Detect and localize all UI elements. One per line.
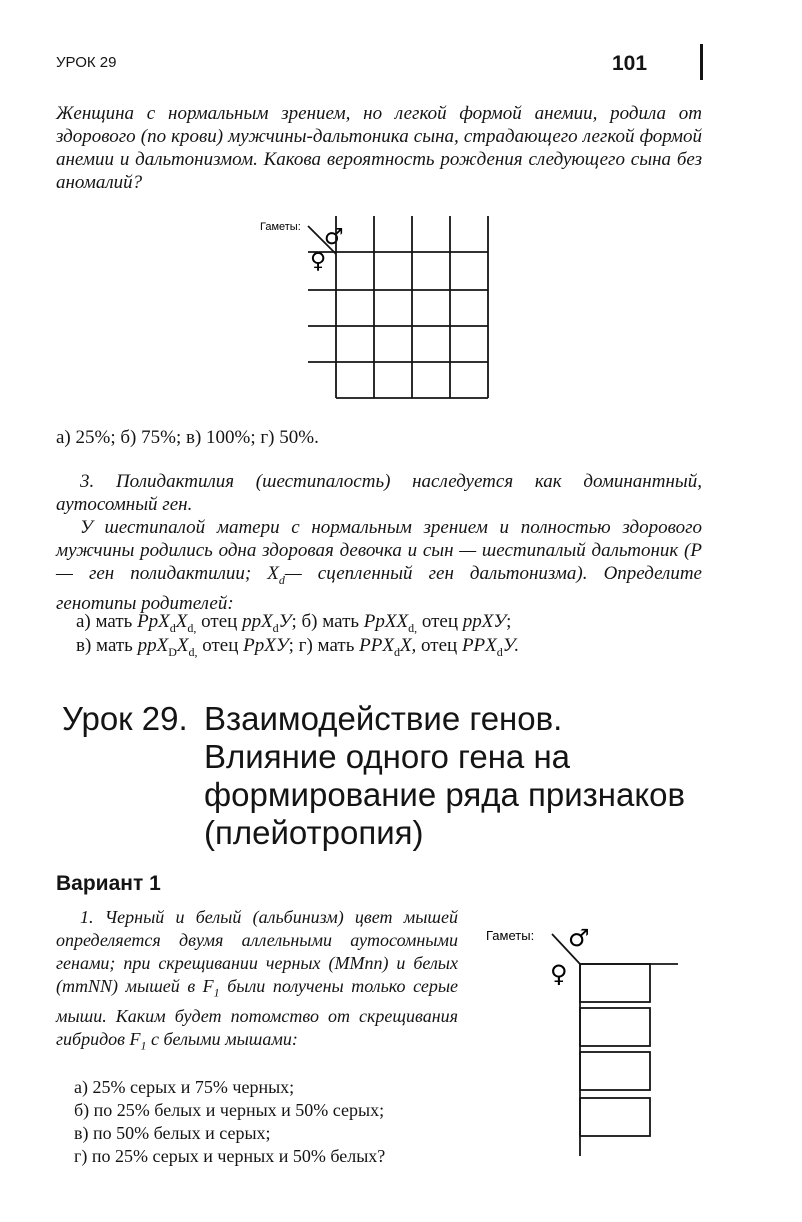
lesson-title-line: Влияние одного гена на <box>204 738 571 775</box>
variant-option-c: в) по 50% белых и серых; <box>74 1123 271 1143</box>
lesson-title-lines <box>204 700 685 852</box>
grid1-gametes-label: Гаметы: <box>260 221 301 233</box>
page-number: 101 <box>612 52 648 75</box>
task3-body: У шестипалой матери с нормальным зрением и полностью здорового мужчины родились одна здоровая девочка и сын — шестипалый дальтоник (Р — ген полидактилии; $X_d—$ сцепленный ген дальтонизма). Определите генотипы родителей: <box>56 517 702 614</box>
running-head: УРОК 29 <box>56 54 117 71</box>
grid2-gametes-label: Гаметы: <box>486 928 535 943</box>
lesson-title-line: формирование ряда признаков <box>204 776 686 813</box>
lesson-title-line: (плейотропия) <box>204 814 424 851</box>
grid1-female-icon: ♀ <box>310 249 327 274</box>
task-anemia-answers: а) 25%; б) 75%; в) 100%; г) 50%. <box>56 427 319 448</box>
lesson-label: Урок 29. <box>62 700 188 737</box>
grid2-female-icon: ♀ <box>550 960 568 988</box>
punnett-grid-2 <box>482 912 702 1162</box>
task3-options-line-1: а) мать $PpX_dX_{d,}$ отец ppX$_d$У; б) мать PpXX$_{d,}$ отец ppXУ; <box>76 611 512 635</box>
header-rule <box>700 44 703 80</box>
variant-heading: Вариант 1 <box>56 872 161 895</box>
grid1-male-icon: ♂ <box>324 225 344 250</box>
grid2-male-icon: ♂ <box>568 924 590 952</box>
task-anemia-text: Женщина с нормальным зрением, но легкой формой анемии, родила от здорового (по крови) мужчины-дальтоника сына, страдающего легкой формой анемии и дальтонизмом. Какова вероятность рождения следующего сына без аномалий? <box>56 103 702 193</box>
variant-option-d: г) по 25% серых и черных и 50% белых? <box>74 1146 386 1166</box>
variant-option-a: а) 25% серых и 75% черных; <box>74 1077 295 1097</box>
task3-intro: 3. Полидактилия (шестипалость) наследуется как доминантный, аутосомный ген. <box>56 471 702 515</box>
variant-task1-text: 1. Черный и белый (альбинизм) цвет мышей определяется двумя аллельными аутосомными генами; при скрещивании черных (MMnn) и белых (mmNN) мышей в $F_1$ были получены только серые мыши. Каким будет потомство от скрещивания гибридов $F_1$ с белыми мышами: <box>56 907 459 1053</box>
grid2-lines <box>580 964 678 1156</box>
punnett-grid-1 <box>252 208 502 404</box>
task3-options-line-2: в) мать $ppX_DX_{d,}$ отец PpXУ; г) мать $PPX_dX$, отец $PPX_dУ$. <box>76 635 520 659</box>
lesson-title-line: Взаимодействие генов. <box>204 700 563 737</box>
variant-option-b: б) по 25% белых и черных и 50% серых; <box>74 1100 385 1120</box>
